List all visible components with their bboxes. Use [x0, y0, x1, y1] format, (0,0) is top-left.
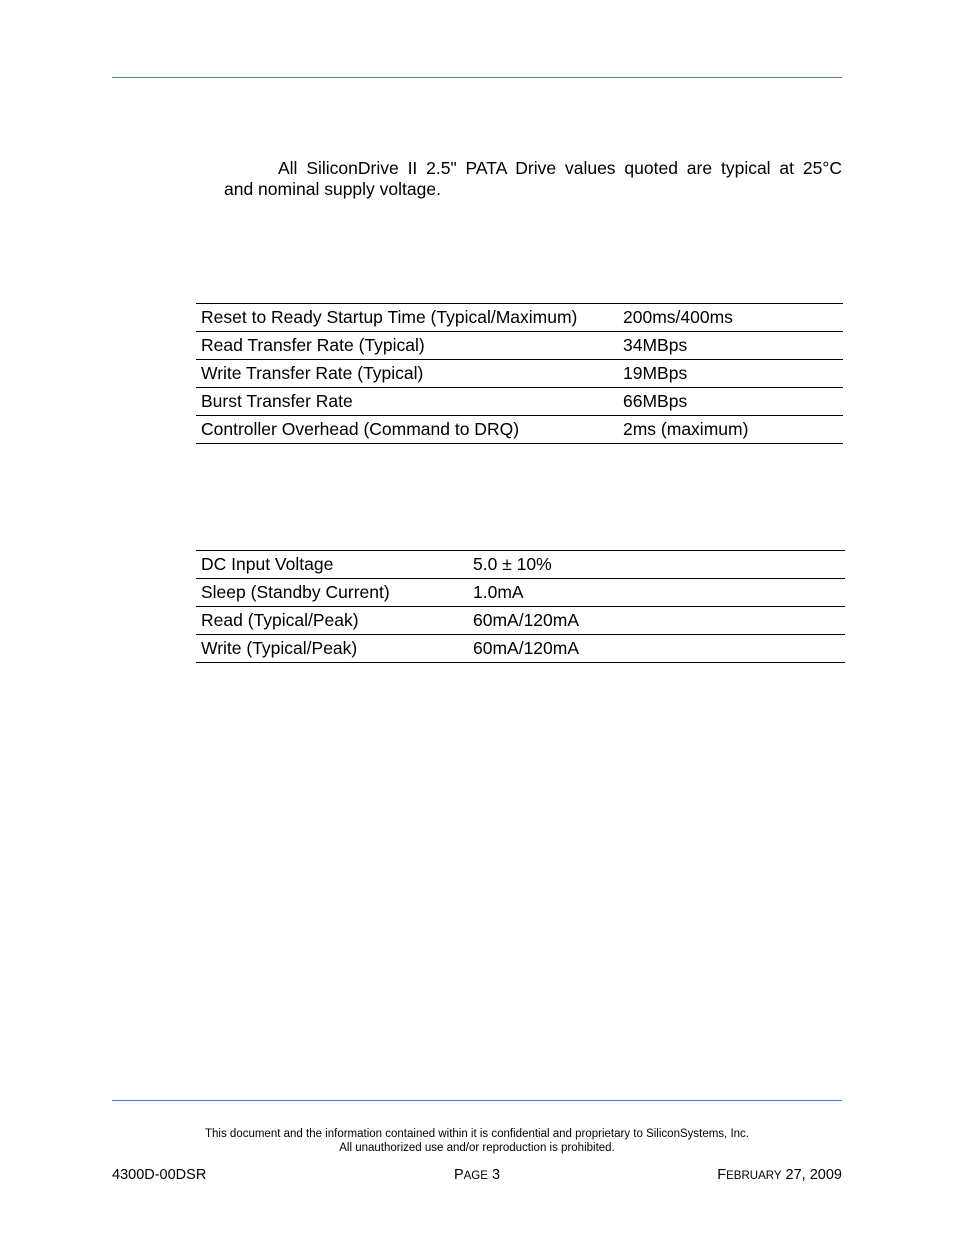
page-label-rest: AGE — [463, 1170, 488, 1182]
table-row — [196, 607, 845, 635]
table-row — [196, 551, 845, 579]
date-cap: F — [717, 1167, 727, 1183]
date-tail: 27, 2009 — [785, 1167, 842, 1183]
table-cell-label: Read Transfer Rate (Typical) — [196, 332, 618, 360]
performance-table — [196, 303, 843, 444]
page-number: 3 — [491, 1167, 501, 1183]
table-cell-label: DC Input Voltage — [196, 551, 468, 579]
table-row — [196, 579, 845, 607]
table-cell-label: Write Transfer Rate (Typical) — [196, 360, 618, 388]
table-row — [196, 635, 845, 663]
table-cell-value: 200ms/400ms — [618, 304, 843, 332]
table-row — [196, 416, 843, 444]
footer-rule — [112, 1100, 842, 1101]
power-table — [196, 550, 845, 663]
document-date — [717, 1167, 842, 1183]
table-cell-value: 19MBps — [618, 360, 843, 388]
table-cell-value: 5.0 ± 10% — [468, 551, 845, 579]
table-cell-label: Sleep (Standby Current) — [196, 579, 468, 607]
document-number: 4300D-00DSR — [112, 1167, 207, 1183]
page-label-cap: P — [453, 1167, 464, 1183]
notice-line-2: All unauthorized use and/or reproduction is prohibited. — [339, 1141, 615, 1154]
table-row — [196, 360, 843, 388]
intro-line-1: All SiliconDrive II 2.5" PATA Drive values quoted are typical at 25°C — [278, 158, 842, 178]
table-cell-label: Read (Typical/Peak) — [196, 607, 468, 635]
table-cell-label: Controller Overhead (Command to DRQ) — [196, 416, 618, 444]
confidentiality-notice — [112, 1128, 842, 1155]
table-cell-label: Reset to Ready Startup Time (Typical/Maximum) — [196, 304, 618, 332]
table-cell-value: 66MBps — [618, 388, 843, 416]
table-row — [196, 388, 843, 416]
header-rule — [112, 77, 842, 78]
table-cell-label: Burst Transfer Rate — [196, 388, 618, 416]
table-row — [196, 332, 843, 360]
intro-line-2: and nominal supply voltage. — [224, 179, 441, 199]
footer-row — [112, 1167, 842, 1187]
table-row — [196, 304, 843, 332]
table-cell-value: 34MBps — [618, 332, 843, 360]
table-cell-value: 1.0mA — [468, 579, 845, 607]
table-cell-value: 2ms (maximum) — [618, 416, 843, 444]
intro-paragraph — [224, 158, 842, 200]
table-cell-value: 60mA/120mA — [468, 607, 845, 635]
notice-line-1: This document and the information contained within it is confidential and proprietary to SiliconSystems, Inc. — [205, 1128, 749, 1140]
table-cell-value: 60mA/120mA — [468, 635, 845, 663]
table-cell-label: Write (Typical/Peak) — [196, 635, 468, 663]
date-rest: EBRUARY — [726, 1170, 782, 1182]
